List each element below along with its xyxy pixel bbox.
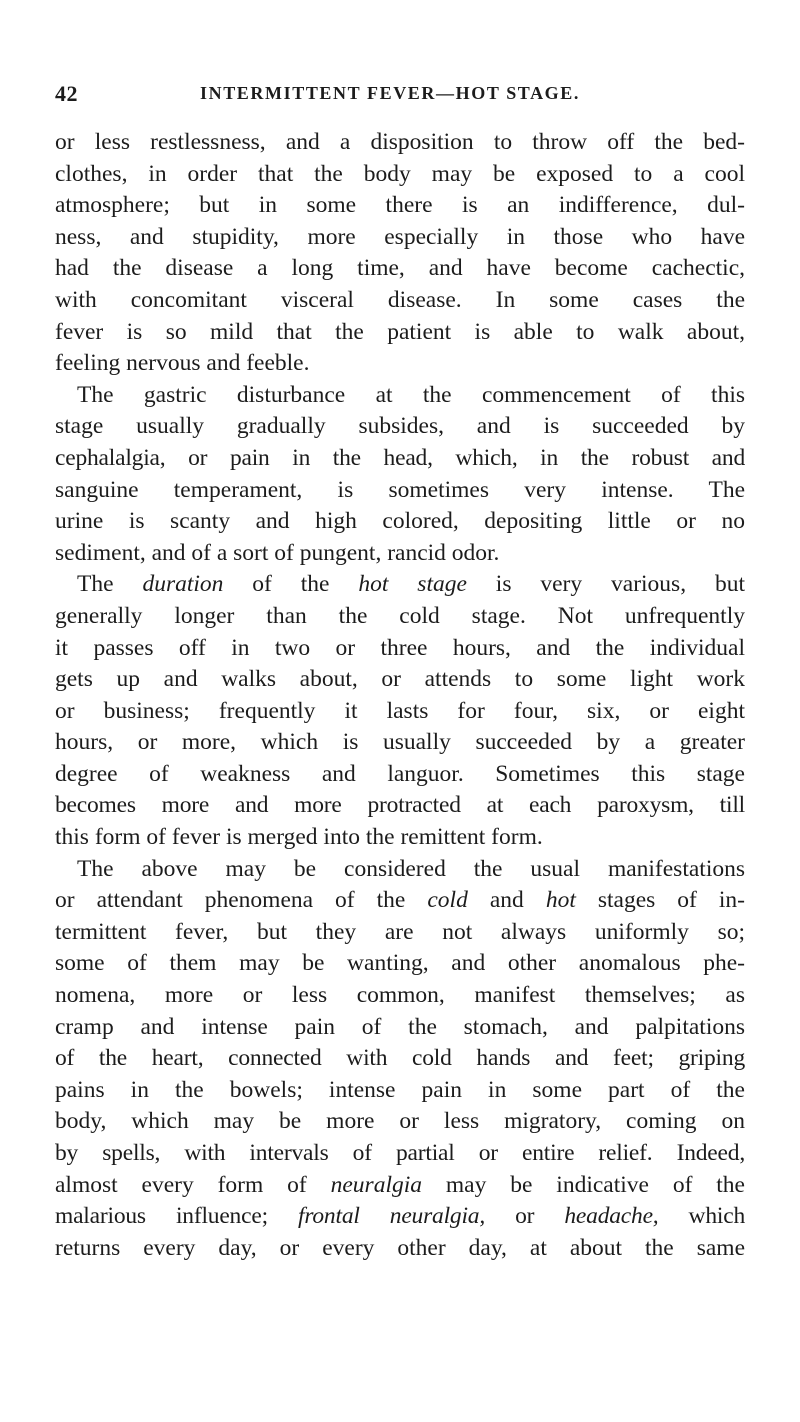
text-line: nomena, more or less common, manifest themselves; as: [55, 982, 745, 1009]
text-run: The: [77, 571, 143, 598]
running-head: INTERMITTENT FEVER—HOT STAGE.: [200, 83, 580, 103]
text-line: [55, 885, 745, 917]
text-line: sediment, and of a sort of pungent, rancid odor.: [55, 539, 500, 566]
italic-run: duration: [142, 571, 224, 598]
text-line: clothes, in order that the body may be exposed to a cool: [55, 160, 745, 187]
italic-run: hot stage: [358, 571, 467, 598]
page-header: [55, 81, 745, 111]
text-line: hours, or more, which is usually succeeded by a greater: [55, 729, 745, 756]
text-line: The above may be considered the usual manifestations: [77, 855, 745, 882]
italic-run: cold: [427, 887, 468, 914]
text-line: with concomitant visceral disease. In some cases the: [55, 286, 745, 313]
italic-run: neuralgia: [330, 1171, 423, 1198]
text-run: and: [467, 887, 546, 914]
text-line: ness, and stupidity, more especially in those who have: [55, 223, 745, 250]
text-line: stage usually gradually subsides, and is succeeded by: [55, 413, 745, 440]
text-line: gets up and walks about, or attends to some light work: [55, 666, 745, 693]
text-line: or business; frequently it lasts for four, six, or eight: [55, 697, 745, 724]
text-line: this form of fever is merged into the remittent form.: [55, 824, 543, 851]
text-line: of the heart, connected with cold hands and feet; griping: [55, 1045, 745, 1072]
text-run: which: [658, 1203, 745, 1230]
text-line: sanguine temperament, is sometimes very intense. The: [55, 476, 745, 503]
text-run: stages of in-: [575, 887, 745, 914]
text-line: fever is so mild that the patient is able to walk about,: [55, 318, 745, 345]
italic-run: hot: [545, 887, 576, 914]
text-line: [55, 1170, 745, 1202]
text-line: feeling nervous and feeble.: [55, 350, 310, 377]
text-line: generally longer than the cold stage. Not unfrequently: [55, 602, 745, 629]
text-run: almost every form of: [55, 1171, 331, 1198]
italic-run: frontal neuralgia,: [297, 1203, 486, 1230]
text-line: termittent fever, but they are not always uniformly so;: [55, 918, 745, 945]
italic-run: headache,: [564, 1203, 659, 1230]
text-line: [55, 569, 745, 601]
text-line: cephalalgia, or pain in the head, which, in the robust and: [55, 444, 745, 471]
text-run: or attendant phenomena of the: [55, 887, 428, 914]
text-line: it passes off in two or three hours, and the individual: [55, 634, 745, 661]
text-line: urine is scanty and high colored, depositing little or no: [55, 508, 745, 535]
text-line: [55, 1201, 745, 1233]
text-line: by spells, with intervals of partial or entire relief. Indeed,: [55, 1140, 745, 1166]
text-line: had the disease a long time, and have become cachectic,: [55, 255, 745, 282]
text-run: of the: [223, 571, 359, 598]
text-line: The gastric disturbance at the commencement of this: [77, 381, 745, 408]
text-line: body, which may be more or less migratory, coming on: [55, 1108, 745, 1135]
text-run: malarious influence;: [55, 1203, 298, 1230]
text-line: or less restlessness, and a disposition to throw off the bed-: [55, 129, 745, 155]
text-line: pains in the bowels; intense pain in some part of the: [55, 1076, 745, 1103]
text-run: or: [485, 1203, 565, 1230]
text-line: some of them may be wanting, and other anomalous phe-: [55, 950, 745, 977]
body-text: [55, 127, 745, 1264]
text-line: cramp and intense pain of the stomach, and palpitations: [55, 1013, 745, 1040]
text-run: may be indicative of the: [422, 1171, 745, 1198]
text-run: is very various, but: [466, 571, 745, 598]
text-line: returns every day, or every other day, at about the same: [55, 1234, 745, 1261]
text-line: degree of weakness and languor. Sometimes this stage: [55, 760, 745, 787]
text-line: atmosphere; but in some there is an indifference, dul-: [55, 192, 745, 219]
text-line: becomes more and more protracted at each paroxysm, till: [55, 792, 745, 819]
page-number: 42: [55, 81, 78, 106]
